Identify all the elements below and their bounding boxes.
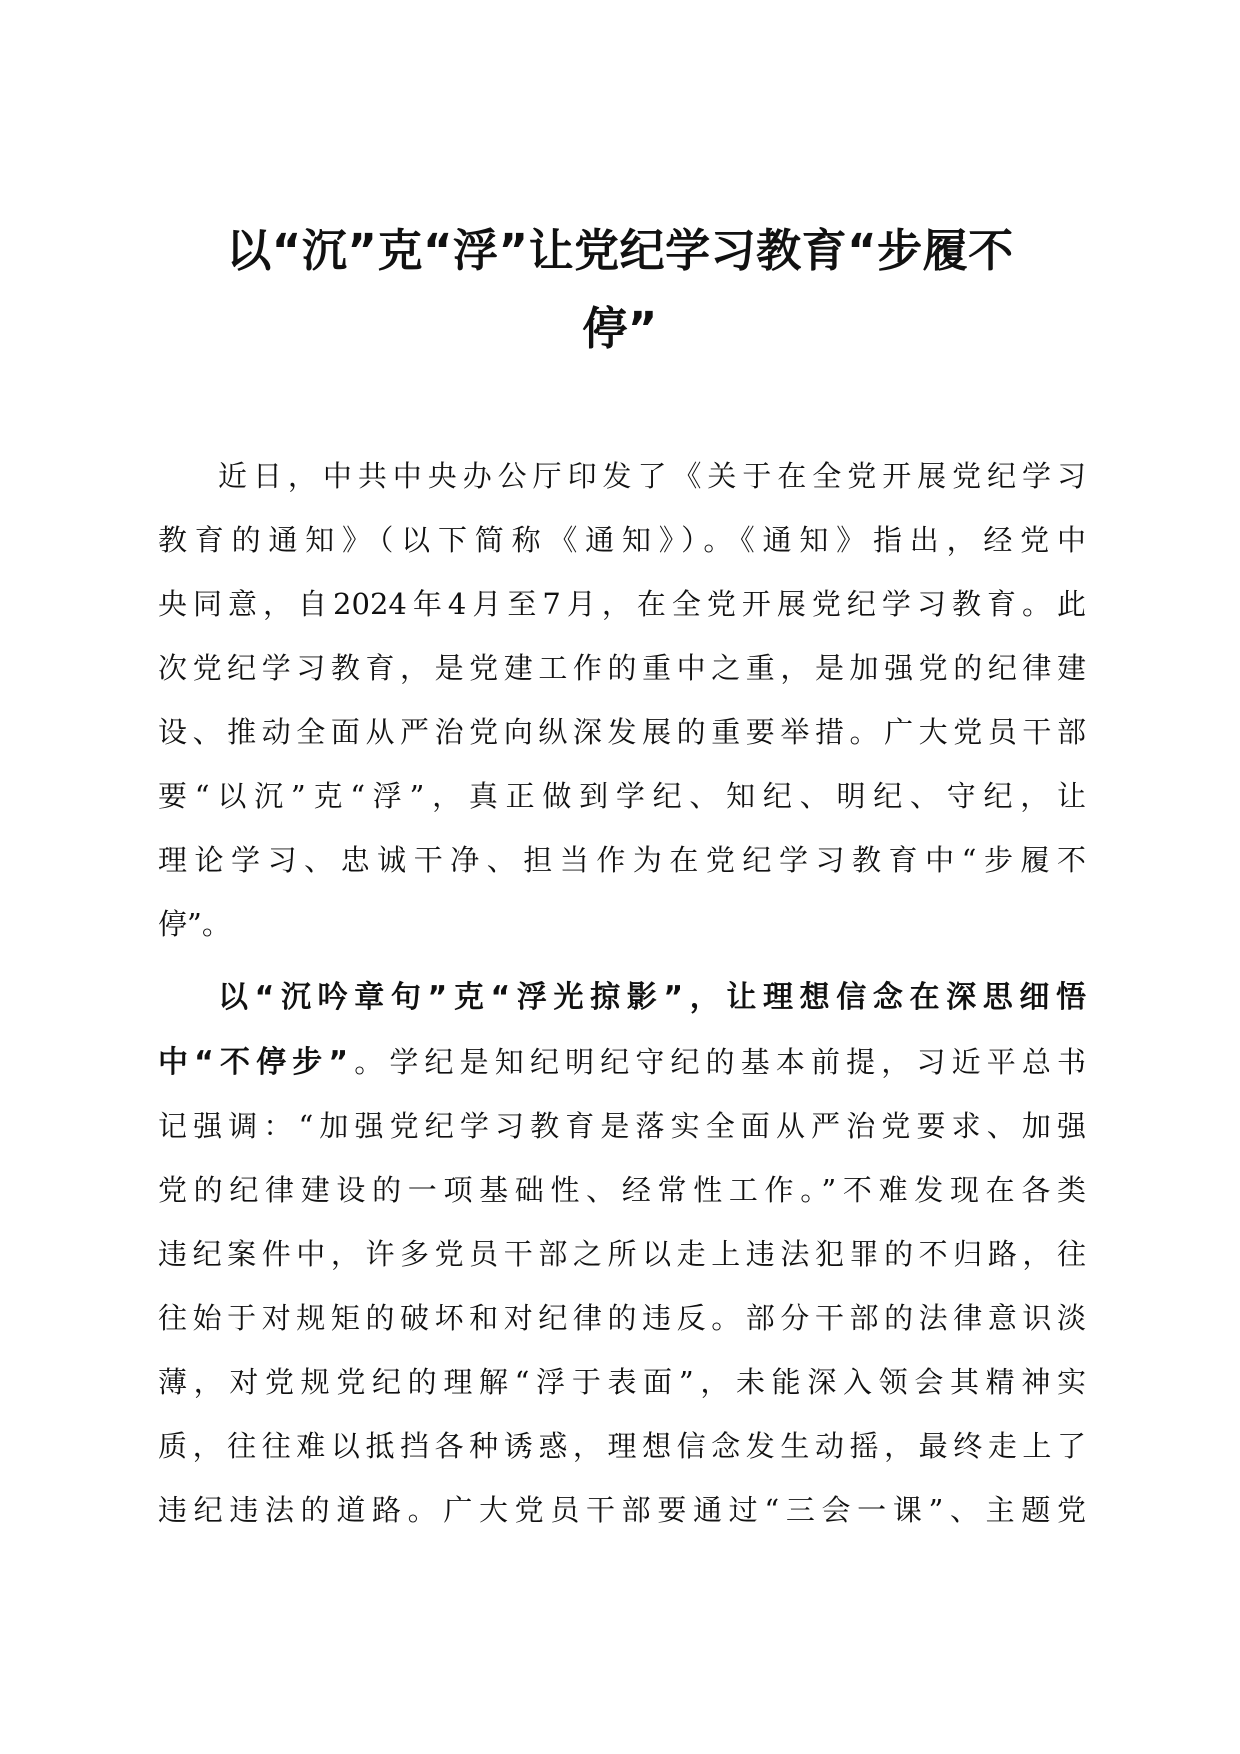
text-line: 薄，对党规党纪的理解“浮于表面”，未能深入领会其精神实	[158, 1365, 1086, 1399]
text-line: 教育的通知》（以下简称《通知》）。《通知》指出，经党中	[158, 523, 1086, 557]
paragraph-intro	[158, 444, 1086, 956]
text-line: 要“以沉”克“浮”，真正做到学纪、知纪、明纪、守纪，让	[158, 779, 1086, 813]
text-line	[158, 1030, 1086, 1094]
text-line: 往始于对规矩的破坏和对纪律的违反。部分干部的法律意识淡	[158, 1301, 1086, 1335]
text-line: 央同意，自2024年4月至7月，在全党开展党纪学习教育。此	[158, 587, 1086, 621]
text-line: 次党纪学习教育，是党建工作的重中之重，是加强党的纪律建	[158, 651, 1086, 685]
title-line: 以“沉”克“浮”让党纪学习教育“步履不	[226, 224, 1014, 277]
text-line: 党的纪律建设的一项基础性、经常性工作。”不难发现在各类	[158, 1173, 1086, 1207]
paragraph-section-1	[158, 966, 1086, 1542]
section-heading-line: 以“沉吟章句”克“浮光掠影”，让理想信念在深思细悟	[218, 980, 1086, 1015]
text-line: 设、推动全面从严治党向纵深发展的重要举措。广大党员干部	[158, 715, 1086, 749]
title-line: 停”	[582, 302, 658, 355]
document-body	[158, 444, 1086, 1542]
section-heading-tail: 中“不停步”	[158, 1045, 349, 1080]
text-line: 质，往往难以抵挡各种诱惑，理想信念发生动摇，最终走上了	[158, 1429, 1086, 1463]
text-segment: 。学纪是知纪明纪守纪的基本前提，习近平总书	[348, 1045, 1086, 1079]
text-line: 违纪案件中，许多党员干部之所以走上违法犯罪的不归路，往	[158, 1237, 1086, 1271]
text-line: 理论学习、忠诚干净、担当作为在党纪学习教育中“步履不	[158, 843, 1086, 877]
text-line: 近日，中共中央办公厅印发了《关于在全党开展党纪学习	[218, 459, 1086, 493]
text-line: 违纪违法的道路。广大党员干部要通过“三会一课”、主题党	[158, 1493, 1086, 1527]
text-line: 停”。	[158, 907, 231, 941]
document-title	[170, 212, 1070, 368]
text-line: 记强调：“加强党纪学习教育是落实全面从严治党要求、加强	[158, 1109, 1086, 1143]
